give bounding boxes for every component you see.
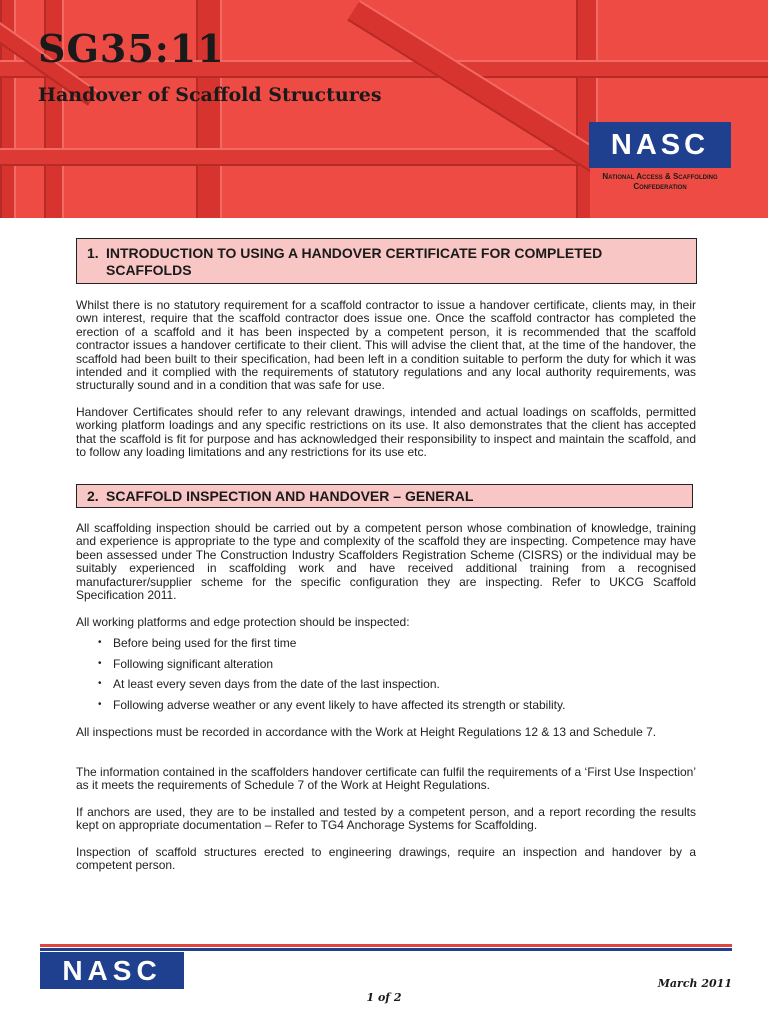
section-1-heading — [76, 238, 697, 284]
paragraph: Whilst there is no statutory requirement for a scaffold contractor to issue a handover certificate, clients may, in their own interest, require that the scaffold contractor does issue one. Once the scaffold contractor has completed the erection of a scaffold and it has been inspected by a competent person, it is recommended that the scaffold contractor issues a handover certificate to their client. This will advise the client that, at the time of the handover, the scaffold had been built to their specification, had been left in a condition suitable to perform the duty for which it was intended and it complied with the requirements of statutory regulations and any local authority requirements, was structurally sound and in a condition that was safe for use. — [76, 298, 696, 393]
section-number: 2. — [87, 488, 99, 504]
paragraph: Inspection of scaffold structures erected to engineering drawings, require an inspection and handover by a competent person. — [76, 845, 696, 873]
paragraph: If anchors are used, they are to be installed and tested by a competent person, and a report recording the results kept on appropriate documentation – Refer to TG4 Anchorage Systems for Scaffolding. — [76, 805, 696, 833]
paragraph: The information contained in the scaffolders handover certificate can fulfil the requirements of a ‘First Use Inspection’ as it meets the requirements of Schedule 7 of the Work at Height Regulations. — [76, 765, 696, 793]
nasc-logo-caption — [585, 172, 735, 192]
section-title: SCAFFOLD INSPECTION AND HANDOVER – GENERAL — [106, 488, 474, 504]
page-number: 1 of 2 — [366, 991, 402, 1004]
list-item: • Following significant alteration — [98, 657, 565, 678]
section-number: 1. — [87, 245, 99, 261]
paragraph: All working platforms and edge protection should be inspected: — [76, 615, 410, 629]
logo-caption-line: Confederation — [633, 182, 687, 191]
footer-rule — [40, 944, 732, 952]
list-item: • Before being used for the first time — [98, 636, 565, 657]
document-code: SG35:11 — [38, 26, 225, 71]
footer-rule-red — [40, 944, 732, 947]
publication-date: March 2011 — [657, 977, 732, 990]
list-item: • At least every seven days from the date of the last inspection. — [98, 677, 565, 698]
document-title: Handover of Scaffold Structures — [38, 84, 382, 106]
paragraph: All scaffolding inspection should be carried out by a competent person whose combination of knowledge, training and experience is appropriate to the type and complexity of the scaffold they are inspecting. Competence may have been assessed under The Construction Industry Scaffolders Registration Scheme (CISRS) or the individual may be suitably experienced in scaffolding work and have received additional training from a recognised manufacturer/supplier scheme for the specific configuration they are inspecting. Refer to UKCG Scaffold Specification 2011. — [76, 521, 696, 603]
footer-nasc-logo: NASC — [40, 952, 184, 989]
inspection-list — [98, 636, 565, 718]
paragraph: Handover Certificates should refer to any relevant drawings, intended and actual loadings on scaffolds, permitted working platform loadings and any specific restrictions on its use. It also demonstrates that the client has accepted that the scaffold is fit for purpose and has acknowledged their responsibility to inspect and maintain the scaffold, and to follow any loading limitations and any restrictions for its use etc. — [76, 405, 696, 460]
list-item: • Following adverse weather or any event likely to have affected its strength or stability. — [98, 698, 565, 719]
header-banner — [0, 0, 768, 218]
paragraph: All inspections must be recorded in accordance with the Work at Height Regulations 12 & 13 and Schedule 7. — [76, 725, 657, 739]
section-title: INTRODUCTION TO USING A HANDOVER CERTIFICATE FOR COMPLETED SCAFFOLDS — [106, 245, 603, 278]
footer-rule-blue — [40, 948, 732, 951]
section-2-heading — [76, 484, 693, 508]
logo-caption-line: National Access & Scaffolding — [602, 172, 718, 181]
nasc-logo: NASC — [589, 122, 731, 168]
